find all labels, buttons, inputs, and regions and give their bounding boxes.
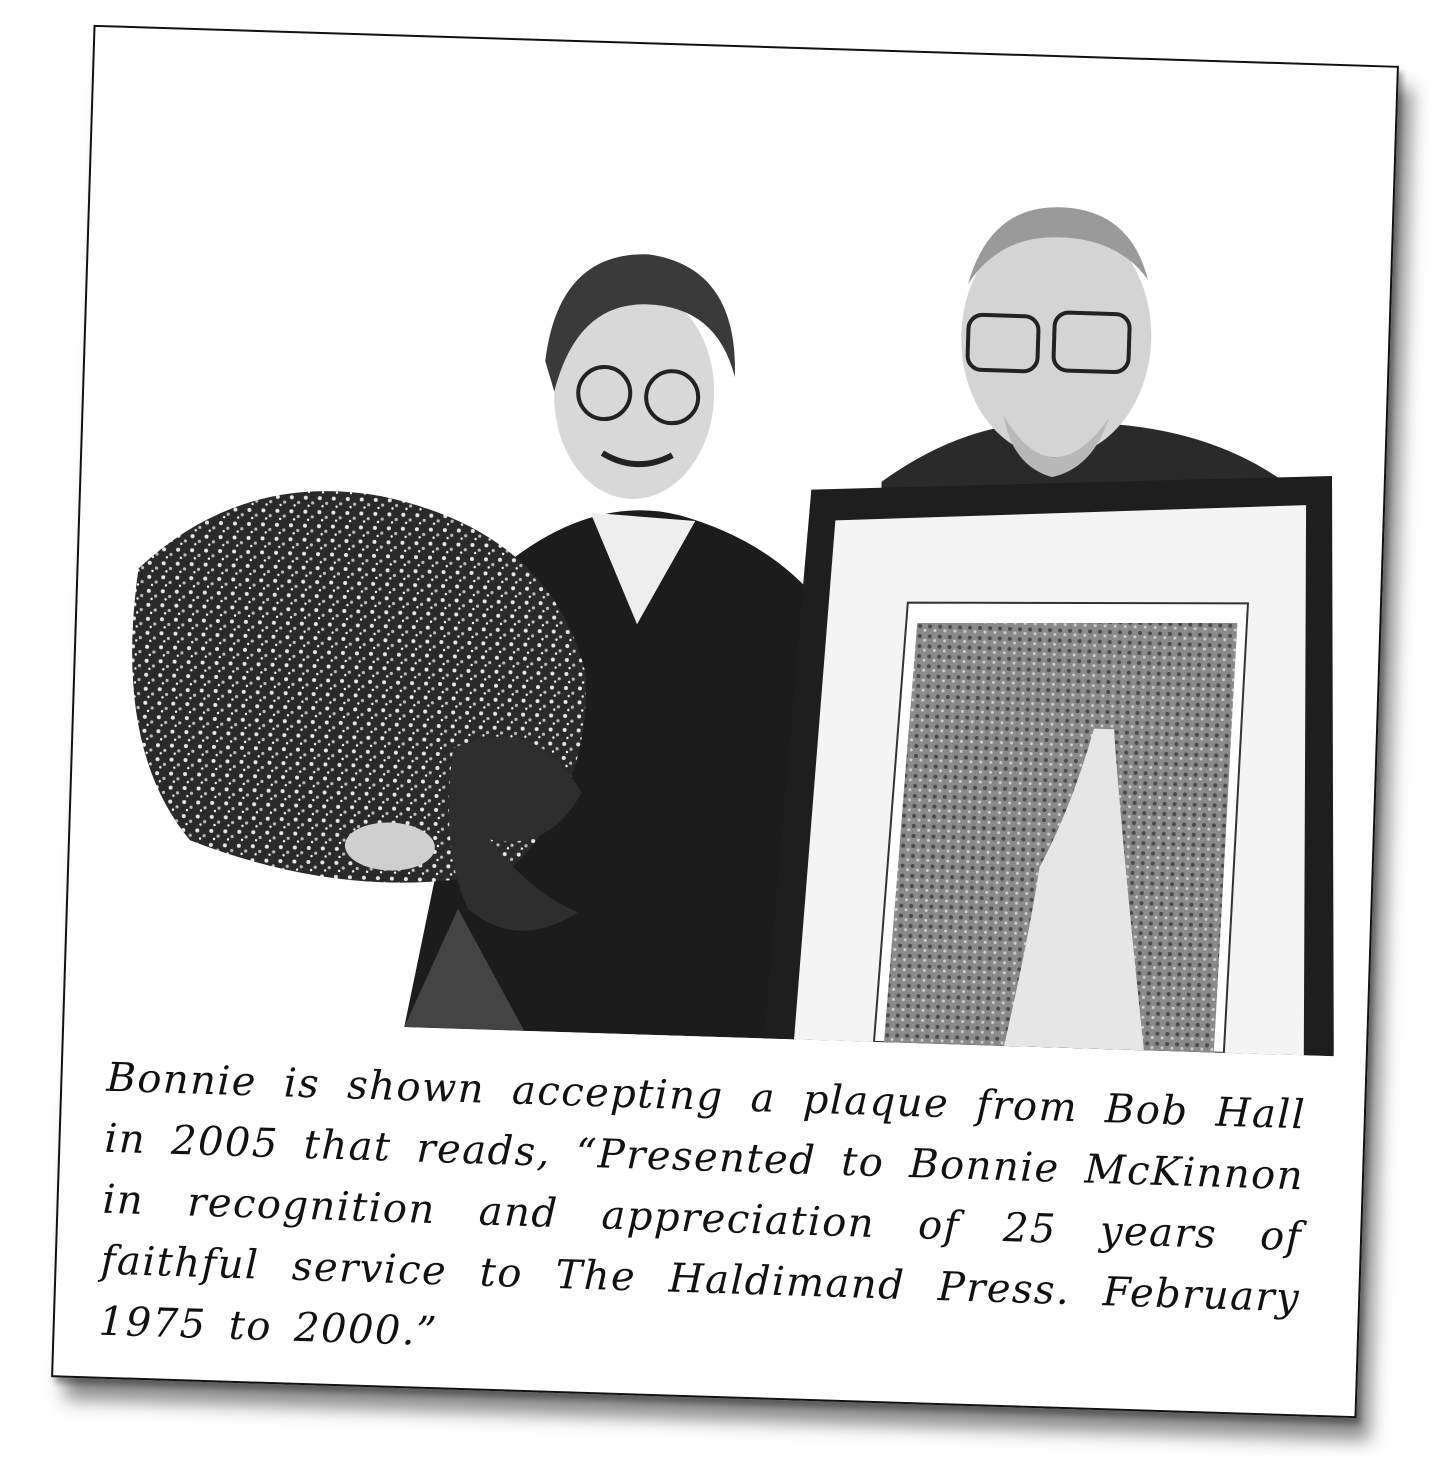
black-and-white-photo xyxy=(104,138,1361,1056)
photo-card xyxy=(51,25,1399,1418)
framed-picture xyxy=(764,459,1352,1057)
photo-illustration xyxy=(104,138,1361,1056)
photo-caption: Bonnie is shown accepting a plaque from Bob Hall in 2005 that reads, “Presented to Bonnie McKinnon in recognition and appreciation of 25 years of faithful service to The Haldimand Press. February 1975 to 2000.” xyxy=(98,1054,1307,1356)
